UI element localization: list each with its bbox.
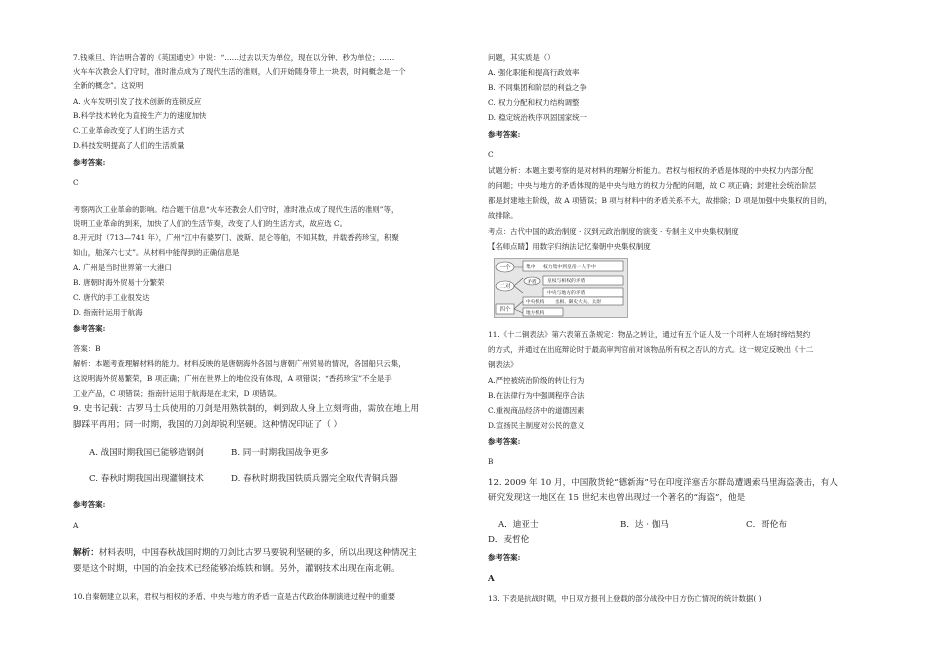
q11-stem-line3: 铜表法》 [488, 360, 518, 369]
q7-answer-heading: 参考答案: [73, 158, 106, 167]
diagram-node-3: 四个 [499, 307, 511, 313]
q10-kaodian: 考点：古代中国的政治制度 · 汉到元政治制度的演变 · 专制主义中央集权制度 [488, 227, 739, 236]
q13-stem-line1: 13. 下表是抗战时期，中日双方报刊上登载的部分战役中日方伤亡情况的统计数据( ) [488, 594, 762, 603]
q8-explanation-line2: 这说明海外贸易繁荣，B 项正确；广州在世界上的地位没有体现，A 项错误；“香药珍宝”不全是手 [73, 374, 392, 383]
diagram-label-b1: 权力集中到皇帝一人手中 [543, 265, 596, 270]
q9-answer: A [73, 521, 79, 530]
q8-explanation-line3: 工业产品，C 项错误；指南针运用于航海是在北宋，D 项错误。 [73, 389, 282, 398]
q12-option-a: A．迪亚士 [498, 520, 539, 530]
diagram-node-1: 一个 [499, 265, 511, 271]
q8-option-c: C. 唐代的手工业很发达 [73, 293, 150, 302]
q8-explanation-line1: 解析：本题考查理解材料的能力。材料反映的是唐朝海外各国与唐朝广州贸易的情况，各国船只云集， [73, 359, 406, 368]
diagram-label-b6: 丞相、御史大夫、太尉 [555, 300, 601, 305]
q9-stem-line1: 9. 史书记载：古罗马士兵使用的刀剑是用熟铁制的，刺到敌人身上立刻弯曲，需放在地上用 [73, 404, 420, 414]
q9-option-d: D. 春秋时期我国铁质兵器完全取代青铜兵器 [231, 474, 398, 484]
diagram-svg [495, 259, 627, 317]
diagram-connectors [514, 267, 523, 313]
q9-explanation-line2: 要是这个时期，中国的冶金技术已经能够冶炼铁和钢。另外，灌钢技术出现在南北朝。 [73, 564, 400, 574]
q11-stem-line2: 的方式，并通过在出庭辩论时于最高审判官前对该物品所有权之否认的方式。这一规定反映出《十二 [488, 345, 814, 354]
q7-stem-line3: 全新的概念”。这说明 [73, 81, 144, 90]
q10-option-b: B. 不同集团和阶层的利益之争 [488, 83, 587, 92]
q10-stem-line2: 问题，其实质是（） [488, 53, 555, 62]
q11-option-b: B.在法律行为中强调程序合法 [488, 391, 585, 400]
diagram-label-b0: 集中 [526, 265, 536, 270]
q7-option-c: C.工业革命改变了人们的生活方式 [73, 126, 185, 135]
q12-stem-line1: 12. 2009 年 10 月，中国散货轮“德新海”号在印度洋塞舌尔群岛遭遇索马里海盗袭击，有人 [488, 478, 838, 488]
q7-answer: C [73, 178, 79, 187]
q8-option-a: A. 广州是当时世界第一大港口 [73, 263, 172, 272]
q9-stem-line2: 脚踩平再用；同一时期，我国的刀剑却锐利坚硬。这种情况印证了（ ） [73, 420, 343, 430]
q10-stem-line1: 10.自秦朝建立以来，君权与相权的矛盾、中央与地方的矛盾一直是古代政治体制演进过程中的重要 [73, 592, 396, 601]
q9-answer-heading: 参考答案: [73, 500, 106, 509]
q10-option-d: D. 稳定统治秩序巩固国家统一 [488, 113, 588, 122]
q8-option-b: B. 唐朝时海外贸易十分繁荣 [73, 278, 165, 287]
diagram-node-2: 二对 [499, 284, 511, 290]
centralization-diagram [494, 258, 628, 318]
q8-stem-line1: 8.开元时（713—741 年），广州“江中有婆罗门、波斯、昆仑等舶，不知其数，并载香药珍宝，积聚 [73, 233, 399, 242]
q7-option-b: B.科学技术转化为直接生产力的速度加快 [73, 111, 207, 120]
q9-option-c: C. 春秋时期我国出现灌钢技术 [89, 474, 204, 484]
q12-stem-line2: 研究发现这一地区在 15 世纪末也曾出现过一个著名的“海盗”，他是 [488, 493, 746, 503]
q7-option-d: D.科技发明提高了人们的生活质量 [73, 141, 185, 150]
diagram-label-b5: 中央机构 [526, 300, 545, 305]
q11-answer-heading: 参考答案: [488, 437, 521, 446]
q8-answer-heading: 参考答案: [73, 324, 106, 333]
q9-option-a: A. 战国时期我国已能够造钢剑 [89, 448, 204, 458]
q9-explanation-line1 [73, 548, 417, 558]
q12-option-b: B．达 · 伽马 [620, 520, 669, 530]
q10-explanation-line4: 故排除。 [488, 211, 518, 220]
diagram-label-b7: 地方机构 [526, 311, 545, 316]
diagram-label-b2: 矛盾 [527, 280, 537, 285]
q10-option-c: C. 权力分配和权力结构调整 [488, 98, 580, 107]
q11-option-d: D.宣扬民主制度对公民的意义 [488, 421, 585, 430]
q10-mingshi: 【名师点睛】用数字归纳法记忆秦朝中央集权制度 [488, 242, 651, 251]
q12-answer-heading: 参考答案: [488, 553, 521, 562]
q10-explanation-line3: 都是封建地主阶级，故 A 项错误；B 项与材料中的矛盾关系不大，故排除；D 项是加强中央集权的目的， [488, 196, 832, 205]
q8-answer: 答案：B [73, 344, 101, 353]
q10-explanation-line1: 试题分析：本题主要考察的是对材料的理解分析能力。君权与相权的矛盾是体现的中央权力内部分配 [488, 166, 814, 175]
q12-answer: A [488, 574, 495, 584]
q12-option-d: D．麦哲伦 [488, 535, 530, 545]
q10-option-a: A. 强化职能和提高行政效率 [488, 68, 580, 77]
q9-explanation-label: 解析： [73, 548, 99, 558]
q11-option-c: C.重视商品经济中的道德因素 [488, 406, 585, 415]
q9-explanation-text: 材料表明，中国春秋战国时期的刀剑比古罗马要锐利坚硬的多，所以出现这种情况主 [98, 548, 417, 558]
q10-explanation-line2: 的问题；中央与地方的矛盾体现的是中央与地方的权力分配的问题，故 C 项正确；封建社会统治阶层 [488, 181, 817, 190]
q10-answer-heading: 参考答案: [488, 130, 521, 139]
q7-stem-line2: 火车车次教会人们守时，准时准点成为了现代生活的准则，人们开始随身带上一块表，时间概念是一个 [73, 67, 406, 76]
q7-explanation-line1: 考察两次工业革命的影响。结合题干信息“火车还教会人们守时，准时准点成了现代生活的准则”等， [73, 205, 399, 214]
q11-stem-line1: 11.《十二铜表法》第六表第五条规定：物品之转让，通过有五个证人及一个司秤人在场时缔结契约 [488, 330, 811, 339]
q7-stem-line1: 7.钱乘旦、许洁明合著的《英国通史》中说：“……过去以天为单位，现在以分钟、秒为单位；…… [73, 53, 395, 62]
q12-option-c: C．哥伦布 [746, 520, 787, 530]
q7-option-a: A. 火车发明引发了技术创新的连锁反应 [73, 97, 202, 106]
q11-answer: B [488, 457, 494, 466]
q8-stem-line2: 如山，舶深六七丈”。从材料中能得到的正确信息是 [73, 248, 240, 257]
q7-explanation-line2: 说明工业革命的到来，加快了人们的生活节奏，改变了人们的生活方式，故应选 C。 [73, 219, 348, 228]
q8-option-d: D. 指南针运用于航海 [73, 308, 143, 317]
q10-answer: C [488, 150, 494, 159]
q9-option-b: B. 同一时期我国战争更多 [231, 448, 329, 458]
q11-option-a: A.严控被统治阶级的转让行为 [488, 376, 585, 385]
diagram-label-b4: 中央与地方的矛盾 [547, 291, 586, 296]
diagram-label-b3: 皇权与相权的矛盾 [547, 279, 586, 284]
